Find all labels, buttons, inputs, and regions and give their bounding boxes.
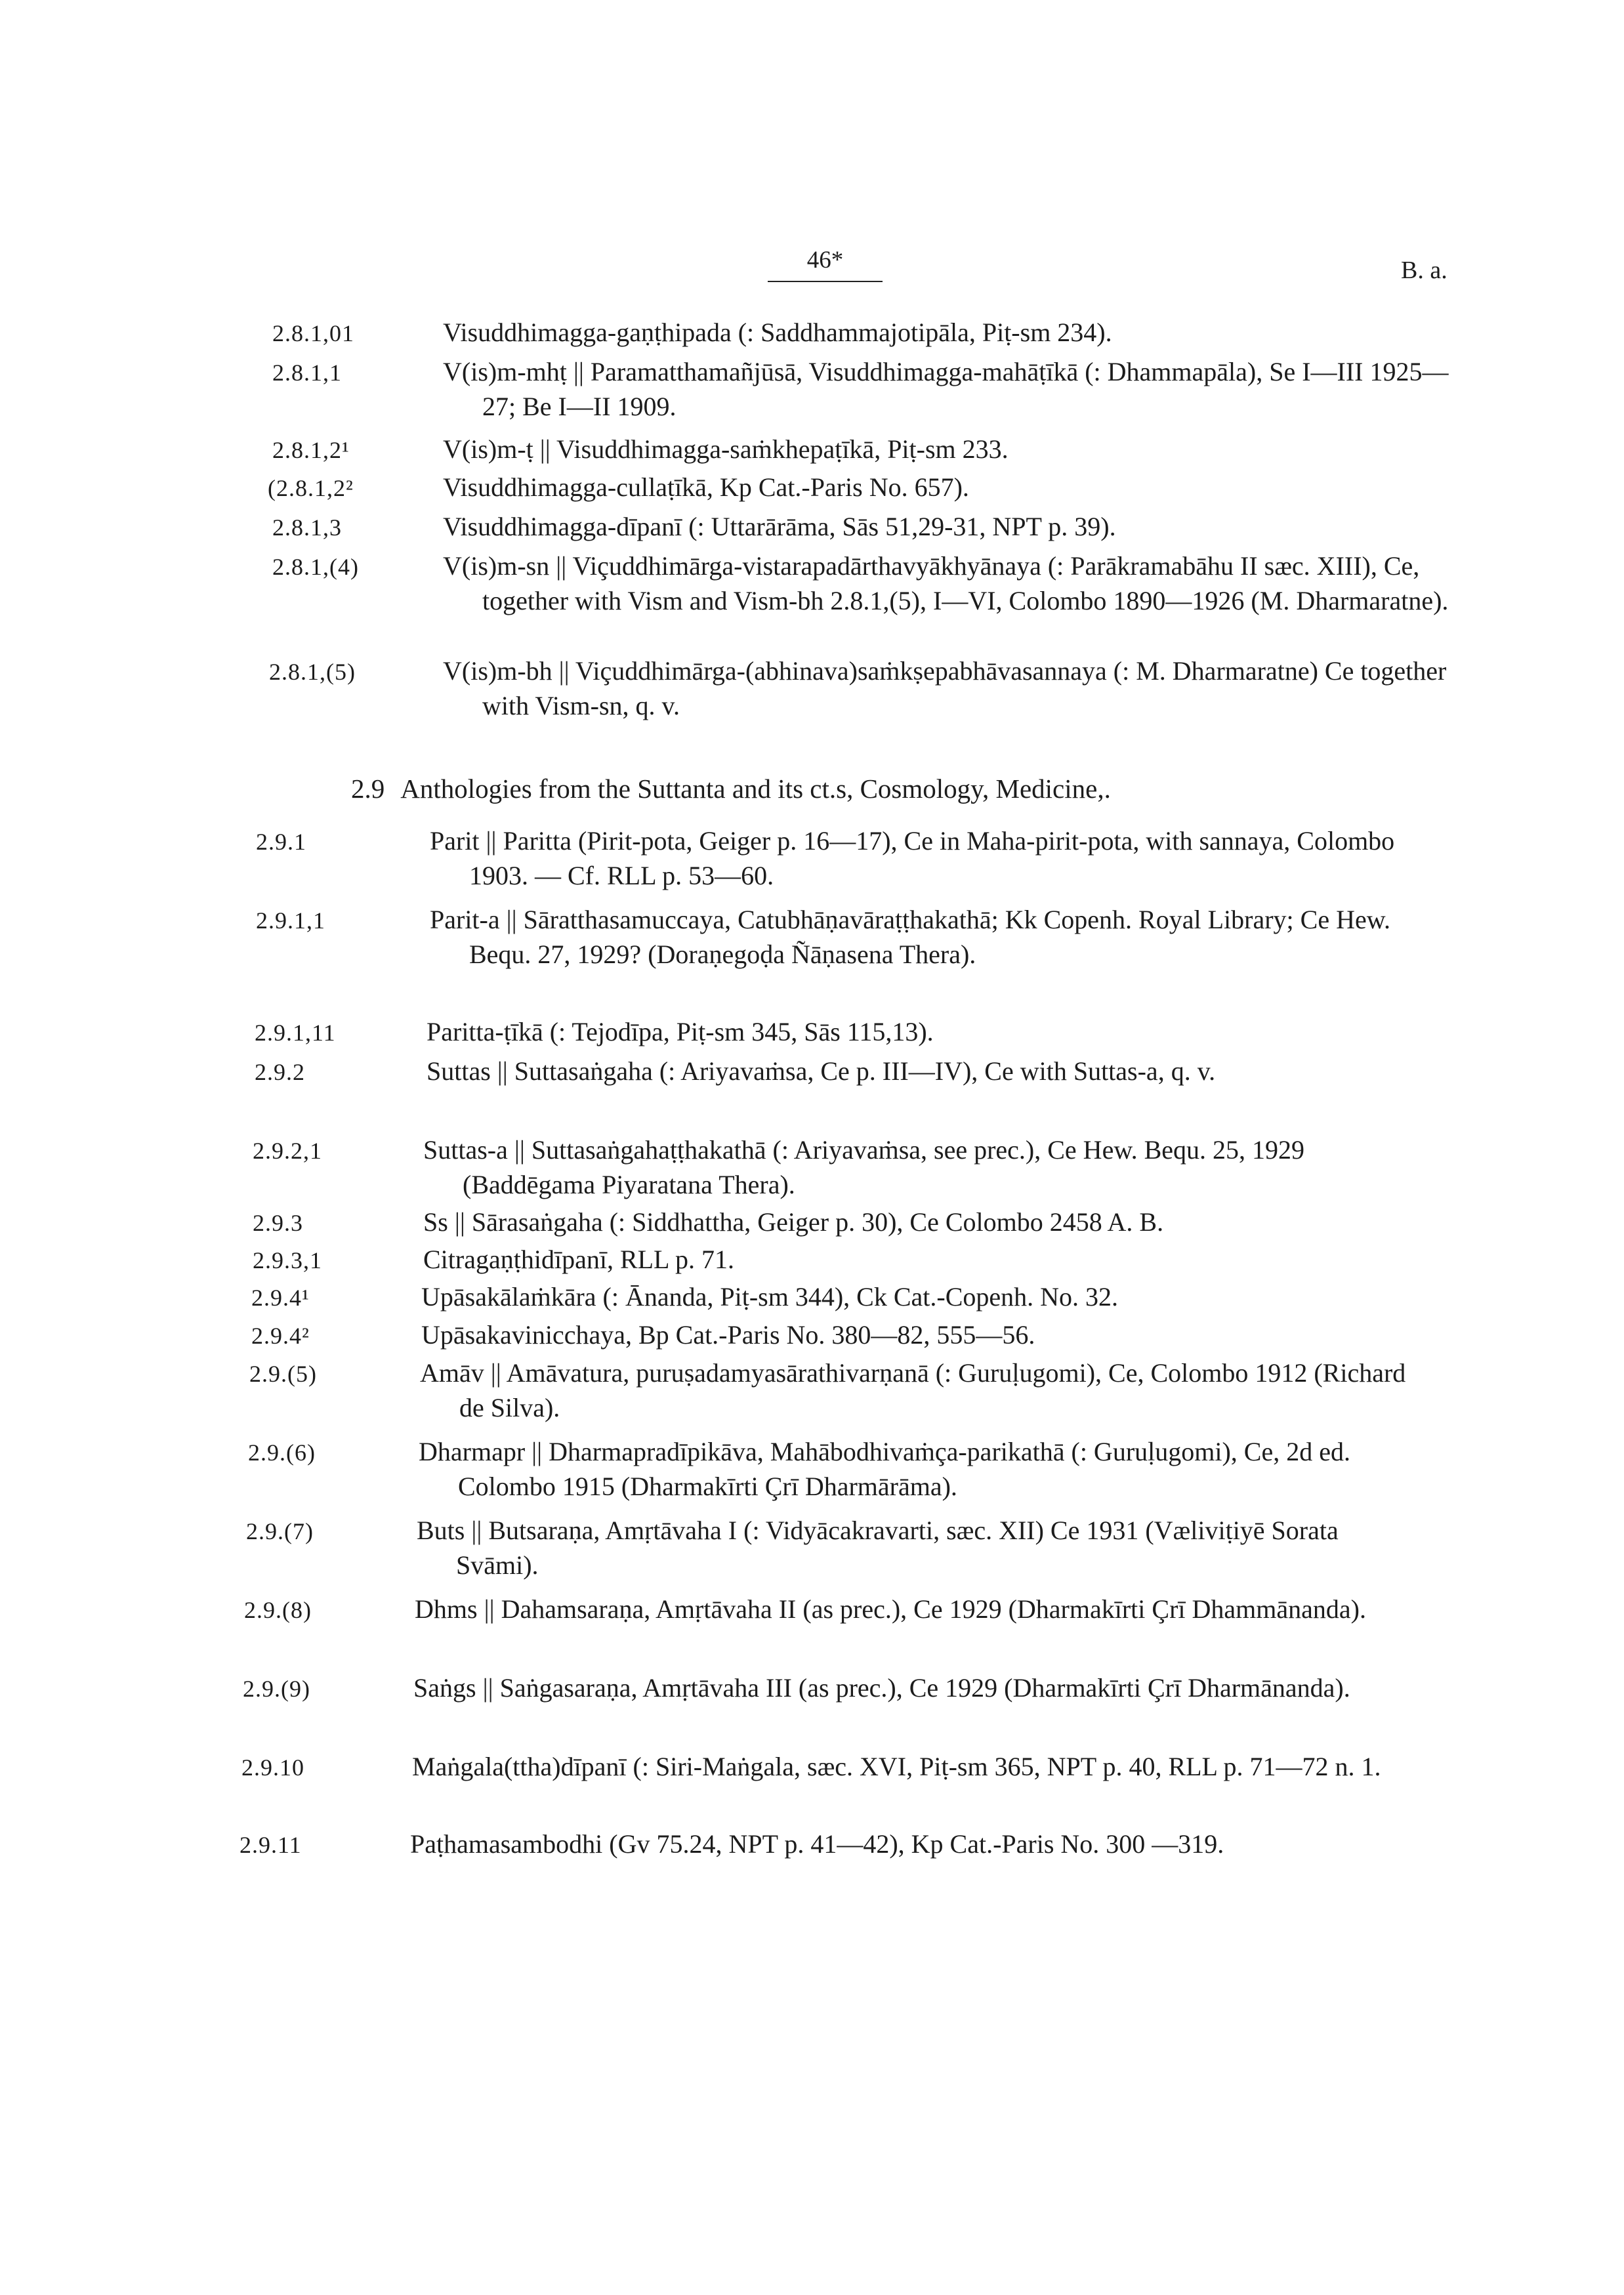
entry-number: (2.8.1,2² [268, 475, 354, 501]
entry-number: 2.9.1 [256, 829, 306, 855]
page-number: 46* [768, 246, 883, 282]
entry-text: Maṅgala(ttha)dīpanī (: Siri-Maṅgala, sæc. XVI, Piṭ-sm 365, NPT p. 40, RLL p. 71—72 n. 1. [412, 1752, 1381, 1781]
entry-number: 2.9.1,11 [255, 1020, 336, 1046]
entry-text: V(is)m-ṭ || Visuddhimagga-saṁkhepaṭīkā, Piṭ-sm 233. [443, 434, 1009, 464]
entry-text: Visuddhimagga-cullaṭīkā, Kp Cat.-Paris No. 657). [443, 472, 969, 502]
entry-text: Parit || Paritta (Pirit-pota, Geiger p. 16—17), Ce in Maha-pirit-pota, with sannaya, Colombo 1903. — Cf. RLL p. 53—60. [430, 826, 1395, 890]
section-title: Anthologies from the Suttanta and its ct.s, Cosmology, Medicine,. [400, 774, 1111, 804]
entry-number: 2.8.1,3 [272, 514, 342, 541]
entry-number: 2.9.4² [251, 1323, 310, 1349]
entry-text: Ss || Sārasaṅgaha (: Siddhattha, Geiger p. 30), Ce Colombo 2458 A. B. [423, 1207, 1164, 1237]
entry-number: 2.9.10 [241, 1754, 304, 1781]
entry-number: 2.9.11 [239, 1832, 302, 1858]
entry-text: V(is)m-bh || Viçuddhimārga-(abhinava)saṁkṣepabhāvasannaya (: M. Dharmaratne) Ce together with Vism-sn, q. v. [443, 656, 1447, 720]
entry-text: Suttas-a || Suttasaṅgahaṭṭhakathā (: Ariyavaṁsa, see prec.), Ce Hew. Bequ. 25, 1929 (Baddēgama Piyaratana Thera). [423, 1135, 1305, 1199]
entry-number: 2.9.2,1 [253, 1138, 322, 1164]
entry-number: 2.8.1,(5) [269, 659, 356, 685]
entry-text: Dharmapr || Dharmapradīpikāva, Mahābodhivaṁça-parikathā (: Guruḷugomi), Ce, 2d ed. Colombo 1915 (Dharmakīrti Çrī Dharmārāma). [419, 1437, 1350, 1501]
running-head: B. a. [1401, 257, 1447, 284]
entry-text: Paritta-ṭīkā (: Tejodīpa, Piṭ-sm 345, Sās 115,13). [427, 1017, 934, 1046]
entry-text: Parit-a || Sāratthasamuccaya, Catubhāṇavāraṭṭhakathā; Kk Copenh. Royal Library; Ce Hew. Bequ. 27, 1929? (Doraṇegoḍa Ñāṇasena Thera). [430, 905, 1391, 969]
entry-text: Buts || Butsaraṇa, Amṛtāvaha I (: Vidyācakravarti, sæc. XII) Ce 1931 (Væliviṭiyē Sorata Svāmi). [417, 1516, 1339, 1580]
entry-number: 2.9.2 [255, 1059, 305, 1085]
entry-number: 2.9.(5) [249, 1361, 317, 1387]
entry-number: 2.8.1,1 [272, 360, 342, 386]
entry-number: 2.9.(6) [248, 1439, 316, 1466]
entry-number: 2.9.3 [253, 1210, 303, 1236]
entry-number: 2.9.4¹ [251, 1285, 310, 1311]
entry-number: 2.9.3,1 [253, 1247, 322, 1273]
entry-number: 2.8.1,2¹ [272, 437, 350, 463]
entry-number: 2.8.1,(4) [272, 554, 359, 580]
entry-number: 2.8.1,01 [272, 320, 354, 346]
entry-text: Visuddhimagga-gaṇṭhipada (: Saddhammajotipāla, Piṭ-sm 234). [443, 318, 1112, 347]
entry-text: Amāv || Amāvatura, puruṣadamyasārathivarṇanā (: Guruḷugomi), Ce, Colombo 1912 (Richard de Silva). [420, 1358, 1406, 1422]
section-number: 2.9 [351, 774, 385, 804]
section-heading [351, 773, 1401, 804]
entry-number: 2.9.1,1 [256, 907, 325, 934]
entry-text: Citragaṇṭhidīpanī, RLL p. 71. [423, 1245, 735, 1274]
entry-text: V(is)m-sn || Viçuddhimārga-vistarapadārthavyākhyānaya (: Parākramabāhu II sæc. XIII), Ce, together with Vism and Vism-bh 2.8.1,(5), I—VI, Colombo 1890—1926 (M. Dharmaratne). [443, 551, 1449, 615]
entry-number: 2.9.(8) [244, 1597, 312, 1623]
entry-number: 2.9.(7) [246, 1518, 314, 1544]
entry-text: Upāsakavinicchaya, Bp Cat.-Paris No. 380—82, 555—56. [421, 1320, 1035, 1350]
entry-text: Saṅgs || Saṅgasaraṇa, Amṛtāvaha III (as prec.), Ce 1929 (Dharmakīrti Çrī Dharmānanda). [413, 1673, 1350, 1703]
entry-number: 2.9.(9) [243, 1676, 310, 1702]
entry-text: Upāsakālaṁkāra (: Ānanda, Piṭ-sm 344), Ck Cat.-Copenh. No. 32. [421, 1282, 1119, 1312]
entry-text: V(is)m-mhṭ || Paramatthamañjūsā, Visuddhimagga-mahāṭīkā (: Dhammapāla), Se I—III 1925—27; Be I—II 1909. [443, 357, 1449, 421]
page-header [0, 246, 1624, 285]
entry-text: Suttas || Suttasaṅgaha (: Ariyavaṁsa, Ce p. III—IV), Ce with Suttas-a, q. v. [427, 1056, 1216, 1086]
entry-text: Dhms || Dahamsaraṇa, Amṛtāvaha II (as prec.), Ce 1929 (Dharmakīrti Çrī Dhammānanda). [415, 1594, 1366, 1624]
entry-text: Paṭhamasambodhi (Gv 75.24, NPT p. 41—42), Kp Cat.-Paris No. 300 —319. [410, 1829, 1224, 1859]
entry-text: Visuddhimagga-dīpanī (: Uttarārāma, Sās 51,29-31, NPT p. 39). [443, 512, 1116, 541]
